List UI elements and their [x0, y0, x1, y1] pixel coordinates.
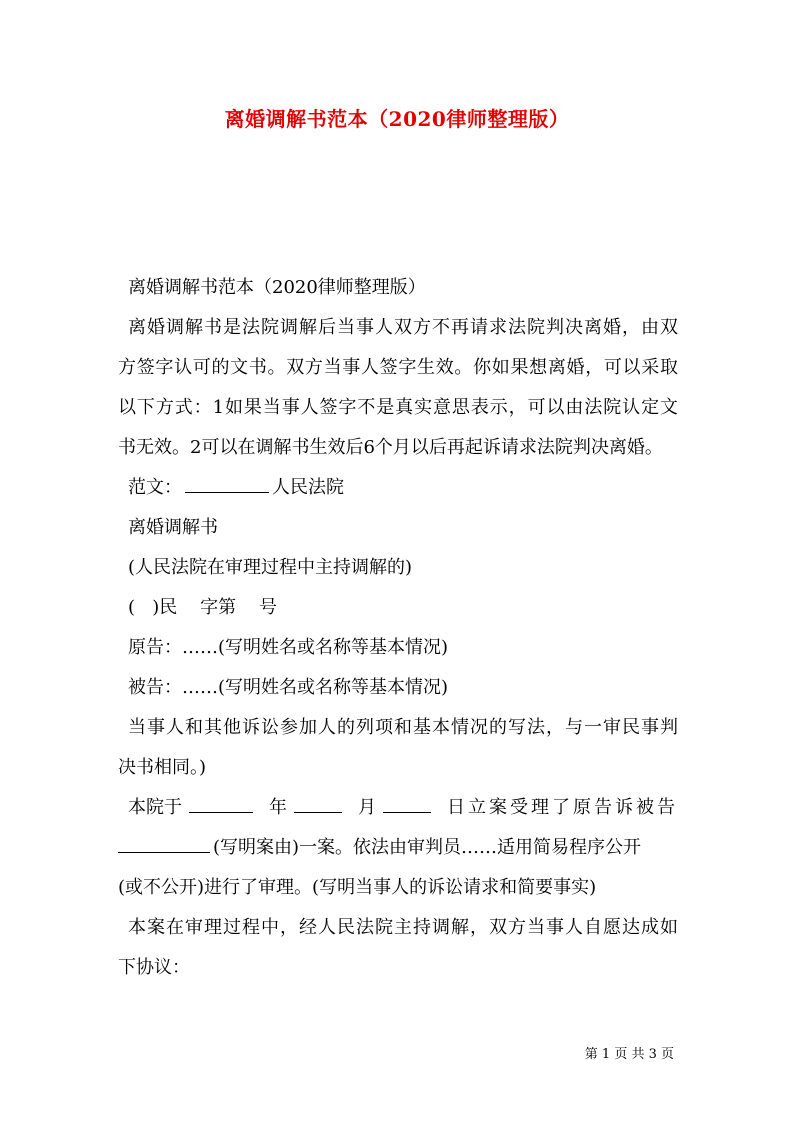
- intro-line-2: 方签字认可的文书。双方当事人签字生效。你如果想离婚，可以采取: [118, 357, 678, 378]
- intro-line-4: 书无效。2可以在调解书生效后6个月以后再起诉请求法院判决离婚。: [118, 437, 663, 458]
- sample-suffix: 人民法院: [272, 477, 344, 498]
- year-label: 年: [269, 797, 287, 818]
- doc-note: (人民法院在审理过程中主持调解的): [128, 557, 413, 578]
- day-label: 日立案受理了原告诉被告: [447, 797, 678, 818]
- page-number: 第 1 页 共 3 页: [584, 1047, 674, 1062]
- sample-prefix: 范文：: [128, 477, 182, 498]
- parties-note-line-1: 当事人和其他诉讼参加人的列项和基本情况的写法，与一审民事判: [128, 717, 678, 738]
- acceptance-line-3: (或不公开)进行了审理。(写明当事人的诉讼请求和简要事实): [118, 877, 597, 898]
- month-label: 月: [358, 797, 376, 818]
- sample-court-line: [118, 468, 678, 508]
- subtitle: 离婚调解书范本（2020律师整理版）: [128, 277, 426, 298]
- intro-line-1: 离婚调解书是法院调解后当事人双方不再请求法院判决离婚，由双: [128, 317, 678, 338]
- defendant-line: 被告：……(写明姓名或名称等基本情况): [128, 677, 449, 698]
- document-body: [118, 268, 678, 988]
- plaintiff-line: 原告：……(写明姓名或名称等基本情况): [128, 637, 449, 658]
- mediation-line-1: 本案在审理过程中，经人民法院主持调解，双方当事人自愿达成如: [128, 917, 678, 938]
- case-number: ( )民 字第 号: [128, 597, 277, 618]
- doc-heading: 离婚调解书: [128, 517, 218, 538]
- acceptance-line-1: [118, 788, 678, 828]
- mediation-line-2: 下协议：: [118, 957, 190, 978]
- day-blank: [383, 794, 431, 813]
- acceptance-line-2-text: (写明案由)一案。依法由审判员……适用简易程序公开: [213, 837, 642, 858]
- month-blank: [294, 794, 342, 813]
- case-cause-blank: [118, 834, 210, 853]
- parties-note-line-2: 决书相同。): [118, 757, 207, 778]
- acceptance-prefix: 本院于: [128, 797, 182, 818]
- year-blank: [189, 794, 253, 813]
- document-title: 离婚调解书范本（2020律师整理版）: [224, 107, 570, 131]
- court-name-blank: [185, 474, 269, 493]
- acceptance-line-2: [118, 828, 678, 868]
- intro-line-3: 以下方式：1如果当事人签字不是真实意思表示，可以由法院认定文: [118, 397, 678, 418]
